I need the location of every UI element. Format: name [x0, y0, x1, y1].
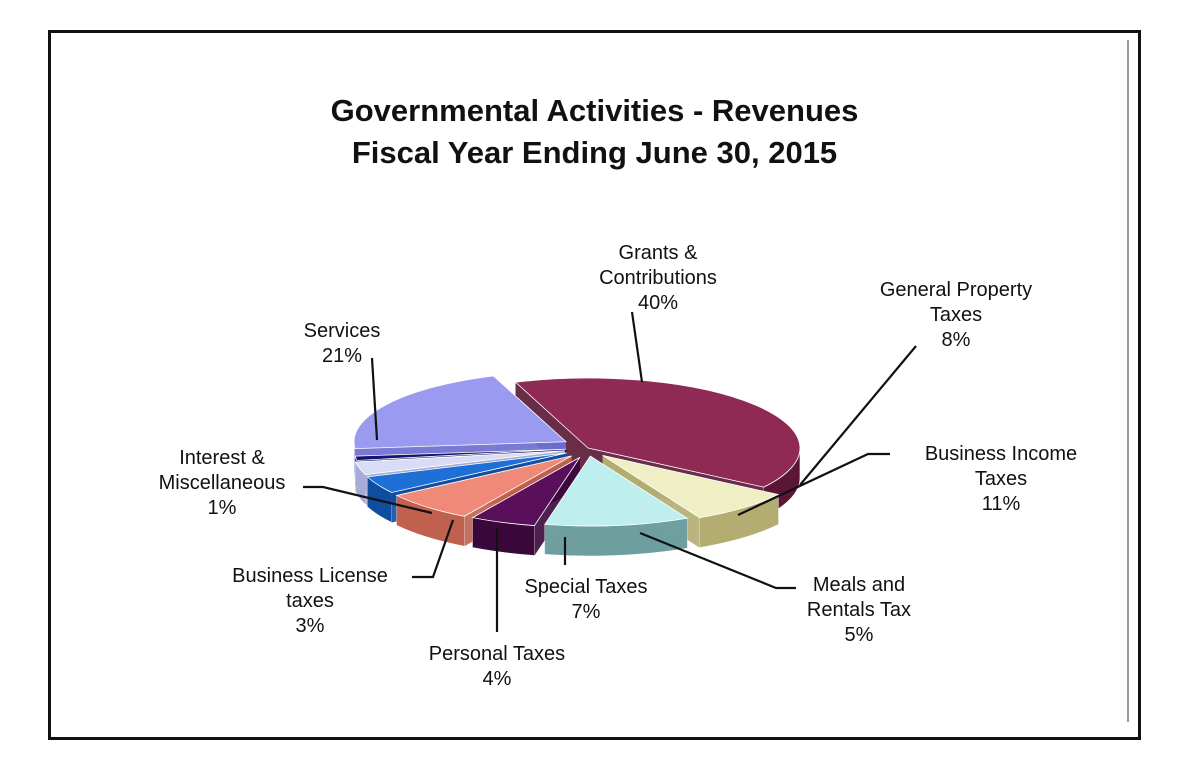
data-label-name-grants-and-contributions: Contributions	[599, 267, 717, 289]
data-label-name-interest-and-miscellaneous: Miscellaneous	[158, 472, 286, 494]
data-label-name-special-taxes: Special Taxes	[524, 576, 648, 598]
chart-title: Governmental Activities - Revenues	[330, 93, 859, 128]
data-label-value-special-taxes: 7%	[571, 601, 601, 623]
leader-line-grants-and-contributions	[632, 312, 642, 382]
data-label-name-business-license-taxes: Business License	[232, 565, 388, 587]
data-label-name-general-property-taxes: General Property	[879, 279, 1033, 301]
data-label-value-business-license-taxes: 3%	[295, 615, 325, 637]
data-label-name-personal-taxes: Personal Taxes	[428, 643, 566, 665]
data-label-name-business-income-taxes: Business Income	[924, 443, 1078, 465]
data-label-value-business-income-taxes: 11%	[981, 493, 1021, 515]
data-label-value-services: 21%	[321, 345, 363, 367]
data-label-value-general-property-taxes: 8%	[941, 329, 971, 351]
data-label-value-meals-and-rentals-tax: 5%	[844, 624, 874, 646]
data-label-name-interest-and-miscellaneous: Interest &	[179, 447, 265, 469]
data-label-name-grants-and-contributions: Grants &	[618, 242, 698, 264]
data-label-value-interest-and-miscellaneous: 1%	[207, 497, 237, 519]
data-label-name-business-license-taxes: taxes	[286, 590, 334, 612]
slices-layer	[354, 376, 800, 556]
chart-subtitle: Fiscal Year Ending June 30, 2015	[351, 135, 838, 170]
data-label-value-personal-taxes: 4%	[482, 668, 512, 690]
data-label-name-meals-and-rentals-tax: Rentals Tax	[806, 599, 912, 621]
data-label-name-business-income-taxes: Taxes	[974, 468, 1028, 490]
data-label-name-services: Services	[303, 320, 381, 342]
data-label-name-general-property-taxes: Taxes	[929, 304, 983, 326]
data-label-value-grants-and-contributions: 40%	[637, 292, 679, 314]
data-label-name-meals-and-rentals-tax: Meals and	[812, 574, 906, 596]
leader-line-general-property-taxes	[800, 346, 916, 485]
